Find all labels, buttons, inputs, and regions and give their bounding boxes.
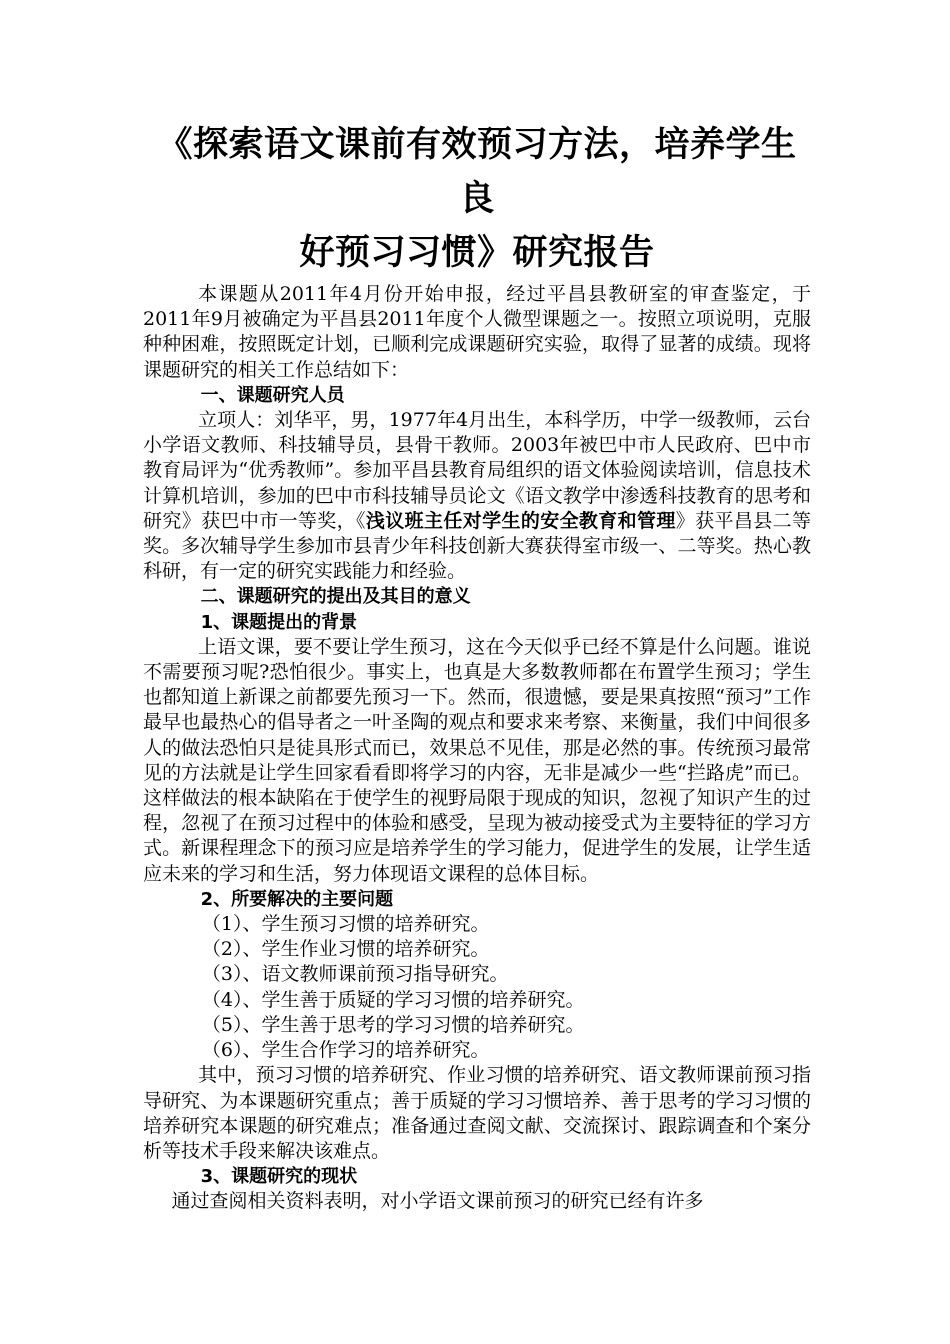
personnel-paragraph [143, 408, 811, 584]
section-heading-personnel: 一、课题研究人员 [200, 384, 345, 406]
title-line-1: 《探索语文课前有效预习方法，培养学生良 [157, 125, 797, 219]
research-status-paragraph: 通过查阅相关资料表明，对小学语文课前预习的研究已经有许多 [171, 1190, 704, 1213]
problem-item: （1）、学生预习习惯的培养研究。 [201, 913, 490, 936]
background-paragraph: 上语文课，要不要让学生预习，这在今天似乎已经不算是什么问题。谁说不需要预习呢?恐怕很少。事实上，也真是大多数教师都在布置学生预习；学生也都知道上新课之前都要先预习一下。然而，很遗憾，要是果真按照“预习”工作最早也最热心的倡导者之一叶圣陶的观点和要求来考察、来衡量，我们中间很多人的做法恐怕只是徒具形式而已，效果总不见佳，那是必然的事。传统预习最常见的方法就是让学生回家看看即将学习的内容，无非是减少一些“拦路虎”而已。这样做法的根本缺陷在于使学生的视野局限于现成的知识，忽视了知识产生的过程，忽视了在预习过程中的体验和感受，呈现为被动接受式为主要特征的学习方式。新课程理念下的预习应是培养学生的学习能力，促进学生的发展，让学生适应未来的学习和生活，努力体现语文课程的总体目标。 [143, 635, 811, 885]
problems-summary-paragraph: 其中，预习习惯的培养研究、作业习惯的培养研究、语文教师课前预习指导研究、为本课题研究重点；善于质疑的学习习惯培养、善于思考的学习习惯的培养研究本课题的研究难点；准备通过查阅文献、交流探讨、跟踪调查和个案分析等技术手段来解决该难点。 [143, 1064, 811, 1162]
title-line-2: 好预习习惯》研究报告 [299, 233, 655, 273]
intro-paragraph: 本课题从2011年4月份开始申报，经过平昌县教研室的审查鉴定，于2011年9月被确定为平昌县2011年度个人微型课题之一。按照立项说明，克服种种困难，按照既定计划，已顺利完成课题研究实验，取得了显著的成绩。现将课题研究的相关工作总结如下： [143, 283, 811, 381]
document-body [143, 282, 811, 1215]
subheading-main-problems: 2、所要解决的主要问题 [200, 888, 394, 910]
problem-item: （6）、学生合作学习的培养研究。 [201, 1039, 490, 1062]
document-title [143, 118, 811, 280]
personnel-text-a: 立项人：刘华平，男，1977年4月出生，本科学历，中学一级教师，云台小学语文教师、科技辅导员，县骨干教师。2003年被巴中市人民政府、巴中市教育局评为“优秀教师”。参加平昌县教育局组织的语文体验阅读培训，信息技术计算机培训，参加的巴中市科技辅导员论文《语文教学中渗透科技教育的思考和研究》获巴中市一等奖，《 [143, 409, 811, 532]
problem-item: （3）、语文教师课前预习指导研究。 [201, 963, 509, 986]
problem-item: （5）、学生善于思考的学习习惯的培养研究。 [201, 1013, 585, 1036]
section-heading-purpose: 二、课题研究的提出及其目的意义 [200, 586, 471, 608]
subheading-background: 1、课题提出的背景 [200, 611, 358, 633]
document-page [143, 118, 811, 1215]
personnel-bold-title: 浅议班主任对学生的安全教育和管理 [365, 509, 676, 532]
problem-item: （2）、学生作业习惯的培养研究。 [201, 938, 490, 961]
problem-item: （4）、学生善于质疑的学习习惯的培养研究。 [201, 988, 585, 1011]
subheading-research-status: 3、课题研究的现状 [200, 1166, 358, 1188]
personnel-text-b: 》获平昌县二等奖。多次辅导学生参加市县青少年科技创新大赛获得室市级一、二等奖。热心教科研，有一定的研究实践能力和经验。 [143, 509, 811, 583]
